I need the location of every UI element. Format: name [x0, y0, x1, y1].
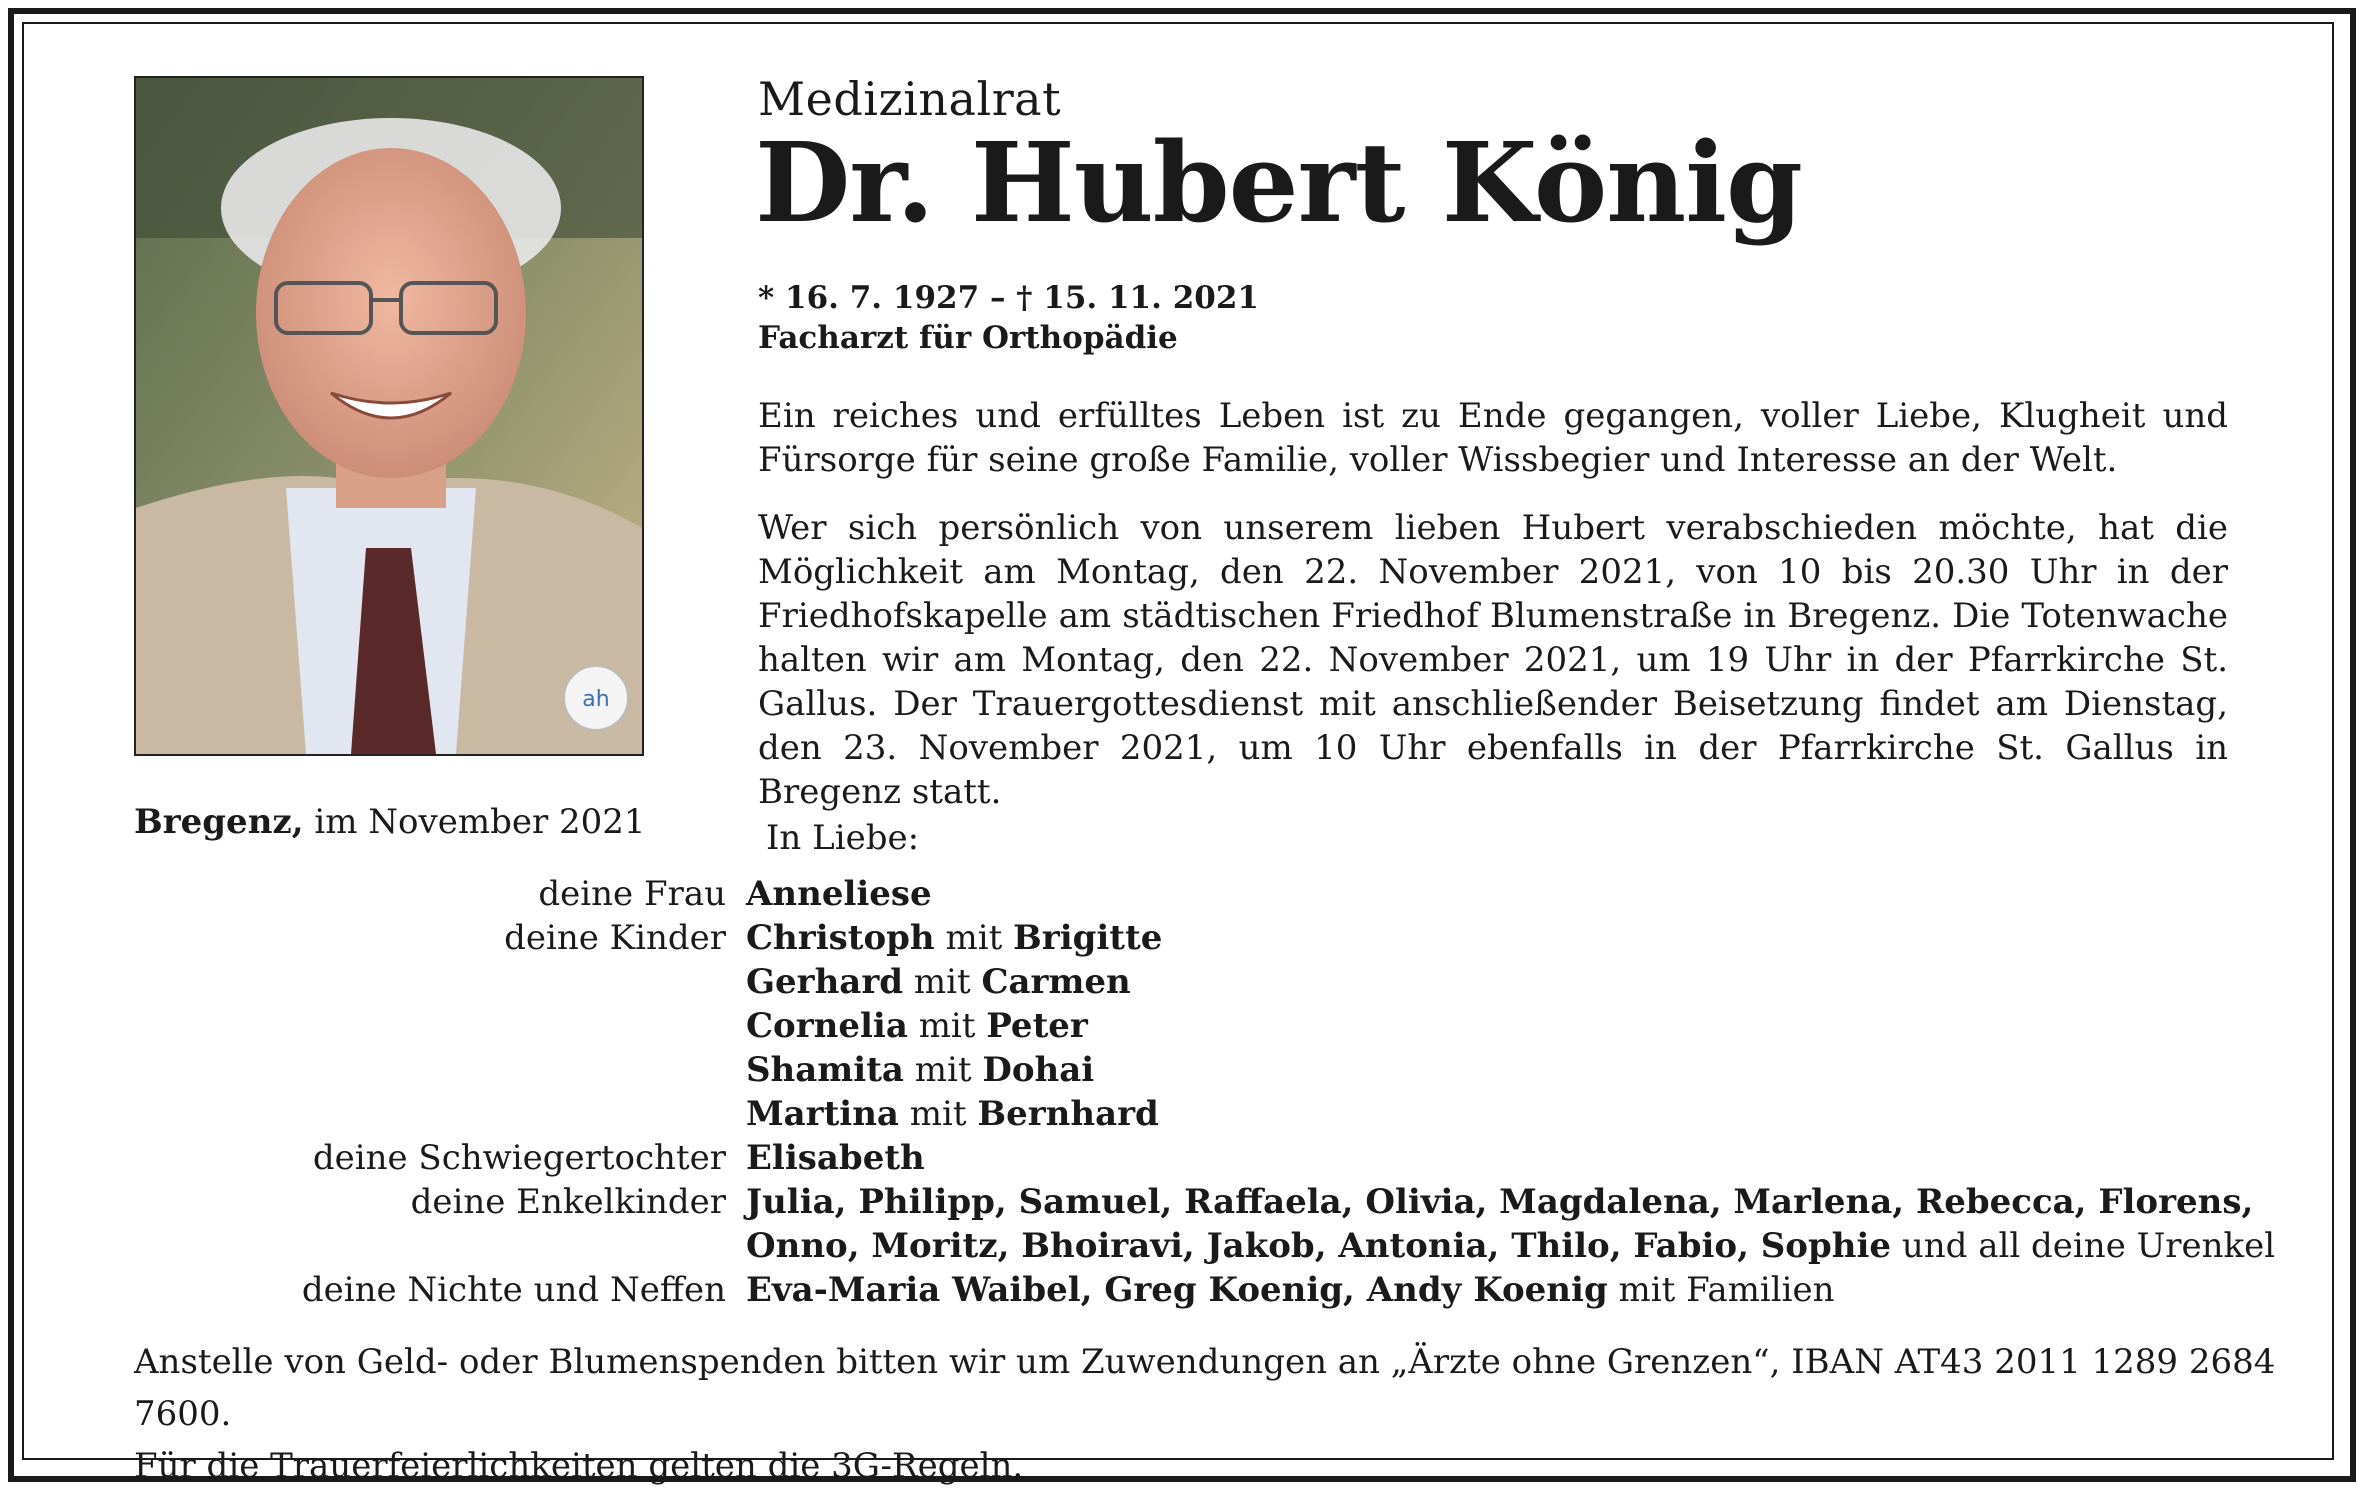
place-date — [134, 802, 646, 842]
connector: mit — [913, 962, 971, 1002]
child-name: Martina — [746, 1094, 899, 1134]
mourner-name: Anneliese — [746, 874, 932, 914]
mourner-row-daughter-in-law — [134, 1136, 2275, 1180]
mourner-row-child — [134, 1004, 2275, 1048]
connector: mit — [914, 1050, 972, 1090]
partner-name: Bernhard — [977, 1094, 1159, 1134]
partner-name: Carmen — [981, 962, 1131, 1002]
nieces-names: Eva-Maria Waibel, Greg Koenig, Andy Koenig — [746, 1270, 1608, 1310]
connector: mit — [909, 1094, 967, 1134]
grandchildren-names-2: Onno, Moritz, Bhoiravi, Jakob, Antonia, Thilo, Fabio, Sophie — [746, 1226, 1892, 1266]
nieces-suffix: mit Familien — [1618, 1270, 1835, 1310]
mourner-label: deine Schwiegertochter — [312, 1138, 726, 1178]
profession: Facharzt für Orthopädie — [758, 320, 1178, 356]
partner-name: Peter — [986, 1006, 1088, 1046]
mourner-label: deine Nichte und Neffen — [301, 1270, 726, 1310]
in-love-heading: In Liebe: — [766, 818, 920, 858]
mourners-list — [134, 872, 2275, 1312]
child-name: Gerhard — [746, 962, 904, 1002]
mourner-row-child — [134, 1048, 2275, 1092]
child-name: Christoph — [746, 918, 935, 958]
partner-name: Dohai — [982, 1050, 1095, 1090]
covid-rules-note: Für die Trauerfeierlichkeiten gelten die 3G-Regeln. — [134, 1446, 1024, 1486]
grandchildren-names-1: Julia, Philipp, Samuel, Raffaela, Olivia, Magdalena, Marlena, Rebecca, Florens, — [746, 1182, 2254, 1222]
pre-title: Medizinalrat — [758, 72, 1062, 126]
portrait-photo — [134, 76, 644, 756]
mourner-row-child — [134, 960, 2275, 1004]
partner-name: Brigitte — [1013, 918, 1163, 958]
donation-note: Anstelle von Geld- oder Blumenspenden bitten wir um Zuwendungen an „Ärzte ohne Grenzen“, IBAN AT43 2011 1289 2684 7600. — [134, 1342, 2276, 1434]
paragraph-arrangements: Wer sich persönlich von unserem lieben Hubert verabschieden möchte, hat die Möglichkeit am Montag, den 22. November 2021, von 10 bis 20.30 Uhr in der Friedhofskapelle am städtischen Friedhof Blumenstraße in Bregenz. Die Totenwache halten wir am Montag, den 22. November 2021, um 19 Uhr in der Pfarrkirche St. Gallus. Der Trauergottesdienst mit anschließender Beisetzung findet am Dienstag, den 23. November 2021, um 10 Uhr ebenfalls in der Pfarrkirche St. Gallus in Bregenz statt. — [758, 508, 2228, 812]
child-name: Shamita — [746, 1050, 904, 1090]
connector: mit — [918, 1006, 976, 1046]
paragraph-life: Ein reiches und erfülltes Leben ist zu Ende gegangen, voller Liebe, Klugheit und Fürsorge für seine große Familie, voller Wissbegier und Interesse an der Welt. — [758, 396, 2228, 480]
mourner-row-grandchildren — [134, 1224, 2275, 1268]
mourner-label: deine Frau — [538, 874, 726, 914]
mourner-name: Elisabeth — [746, 1138, 925, 1178]
deceased-name: Dr. Hubert König — [755, 118, 1802, 247]
mourner-row-grandchildren — [134, 1180, 2275, 1224]
place-city: Bregenz, — [134, 802, 304, 842]
mourner-label: deine Kinder — [504, 918, 726, 958]
mourner-row-child — [134, 1092, 2275, 1136]
footer-notes — [134, 1336, 2360, 1492]
great-grandchildren: und all deine Urenkel — [1901, 1226, 2276, 1266]
mourner-row-nieces — [134, 1268, 2275, 1312]
life-dates: * 16. 7. 1927 – † 15. 11. 2021 — [758, 280, 1259, 316]
connector: mit — [945, 918, 1003, 958]
mourner-row-wife — [134, 872, 2275, 916]
mourner-label: deine Enkelkinder — [410, 1182, 726, 1222]
place-month: im November 2021 — [314, 802, 646, 842]
badge-text: ah — [582, 687, 610, 712]
child-name: Cornelia — [746, 1006, 908, 1046]
mourner-row-child — [134, 916, 2275, 960]
